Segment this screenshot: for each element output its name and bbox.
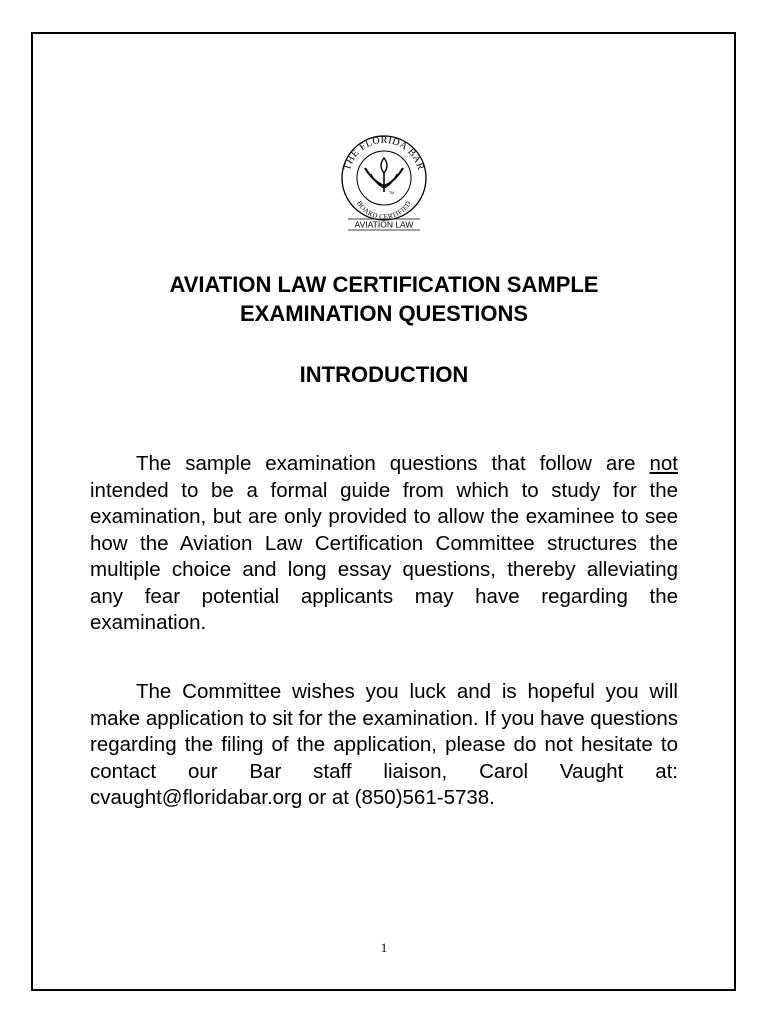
document-title [60, 270, 708, 328]
florida-bar-seal [331, 128, 437, 234]
seal-graphic [331, 128, 437, 234]
seal-ring-bottom-text: BOARD CERTIFIED [355, 199, 413, 222]
paragraph-1-text-before: The sample examination questions that follow are [136, 452, 650, 475]
seal-ring-top-text: THE FLORIDA BAR [341, 134, 427, 172]
section-heading: INTRODUCTION [299, 362, 469, 387]
document-title-line-2: EXAMINATION QUESTIONS [239, 301, 529, 326]
seal-banner-text: AVIATION LAW [354, 219, 414, 230]
svg-text:BOARD CERTIFIED [355, 200, 413, 221]
intro-paragraph-2 [90, 679, 678, 812]
document-title-line-1: AVIATION LAW CERTIFICATION SAMPLE [169, 272, 599, 297]
paragraph-1-emphasis: not [649, 452, 678, 475]
paragraph-1-text-after: intended to be a formal guide from which to study for the examination, but are only provided to allow the examinee to see how the Aviation Law Certification Committee structures the multiple choice and long essay questions, thereby alleviating any fear potential applicants may have regarding the examination. [90, 478, 678, 634]
svg-text:THE FLORIDA BAR [342, 135, 426, 172]
seal-tm-mark: TM [389, 191, 395, 195]
paragraph-2-text: The Committee wishes you luck and is hopeful you will make application to sit for the examination. If you have questions regarding the filing of the application, please do not hesitate to contact our Bar staff liaison, Carol Vaught at: cvaught@floridabar.org or at (850)561-5738. [90, 680, 679, 809]
page-number: 1 [380, 940, 388, 955]
intro-paragraph-1 [90, 451, 678, 637]
flame-emblem-icon [365, 158, 403, 192]
